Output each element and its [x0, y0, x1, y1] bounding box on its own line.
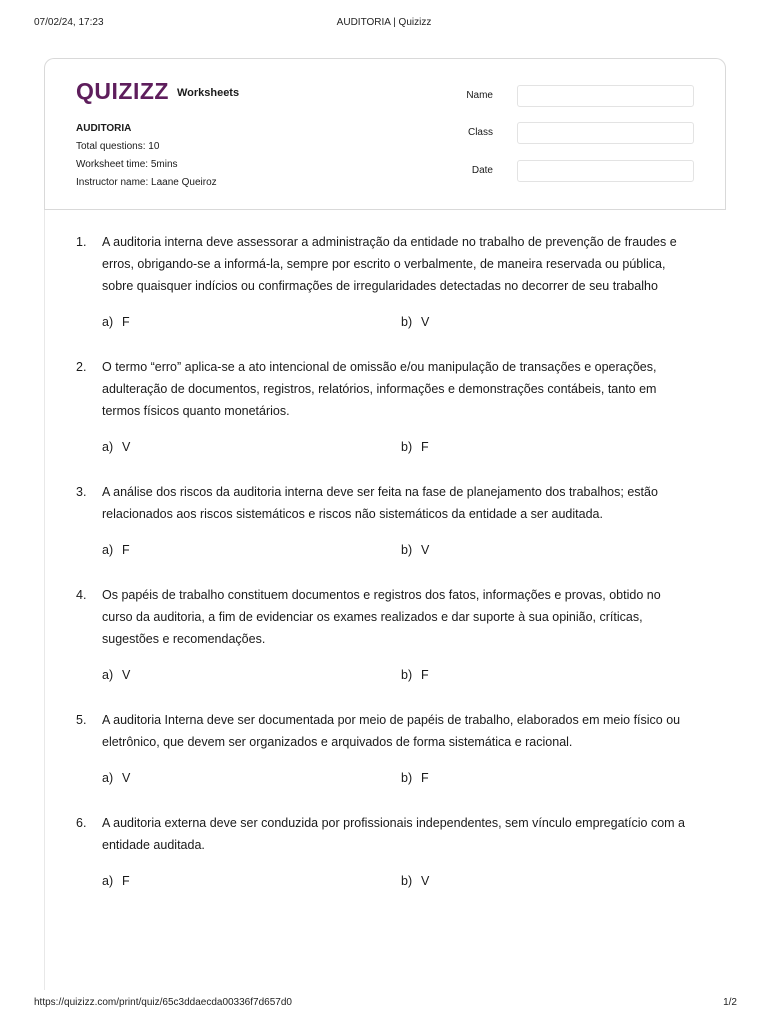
class-label: Class [467, 127, 493, 138]
question-5 [0, 709, 768, 789]
date-field [471, 160, 696, 182]
question-number: 4. [76, 588, 87, 602]
question-text: Os papéis de trabalho constituem documentos e registros dos fatos, informações e provas, obtido no curso da auditoria, a fim de evidenciar os exames realizados e dar suporte à sua opinião, críticas, sugestões e recomendações. [102, 588, 661, 646]
logo-wordmark: QUIZIZZ [76, 78, 169, 104]
answer-options [0, 311, 768, 333]
answer-options [0, 539, 768, 561]
option-b: b) V [401, 874, 430, 888]
worksheet-time: Worksheet time: 5mins [76, 159, 178, 170]
option-b: b) F [401, 668, 429, 682]
print-datetime: 07/02/24, 17:23 [34, 17, 104, 28]
print-page-title: AUDITORIA | Quizizz [336, 17, 432, 28]
question-number: 1. [76, 235, 87, 249]
question-1 [0, 231, 768, 333]
class-input[interactable] [517, 122, 694, 144]
option-b: b) V [401, 543, 430, 557]
question-text: O termo “erro” aplica-se a ato intencional de omissão e/ou manipulação de transações e operações, adulteração de documentos, registros, relatórios, informações e demonstrações contábeis, tanto em termos físicos quanto monetários. [102, 360, 657, 418]
print-url[interactable]: https://quizizz.com/print/quiz/65c3ddaecda00336f7d657d0 [34, 997, 292, 1008]
option-a: a) V [102, 771, 131, 785]
logo-product: Worksheets [176, 86, 240, 99]
worksheet-title: AUDITORIA [76, 123, 132, 134]
name-field [466, 85, 696, 107]
option-b: b) F [401, 440, 429, 454]
question-text: A auditoria Interna deve ser documentada por meio de papéis de trabalho, elaborados em meio físico ou eletrônico, que devem ser organizados e arquivados de forma sistemática e racional. [102, 713, 681, 749]
instructor-name: Instructor name: Laane Queiroz [76, 177, 217, 188]
answer-options [0, 767, 768, 789]
date-input[interactable] [517, 160, 694, 182]
print-header [34, 17, 734, 31]
option-a: a) V [102, 440, 131, 454]
question-number: 2. [76, 360, 87, 374]
answer-options [0, 436, 768, 458]
worksheet-meta [76, 120, 217, 192]
worksheet-header-card [44, 58, 726, 210]
name-input[interactable] [517, 85, 694, 107]
question-number: 3. [76, 485, 87, 499]
option-a: a) V [102, 668, 131, 682]
total-questions: Total questions: 10 [76, 141, 160, 152]
option-a: a) F [102, 543, 130, 557]
print-footer [34, 997, 737, 1011]
question-text: A auditoria interna deve assessorar a administração da entidade no trabalho de prevenção de fraudes e erros, obrigando-se a informá-la, sempre por escrito o verbalmente, de maneira reservada ou pública, sobre quaisquer indícios ou confirmações de irregularidades detectadas no decorrer de seu trabalho [102, 235, 677, 293]
option-a: a) F [102, 874, 130, 888]
question-text: A análise dos riscos da auditoria interna deve ser feita na fase de planejamento dos trabalhos; estão relacionados aos riscos sistemáticos e riscos não sistemáticos da entidade a ser auditada. [102, 485, 658, 521]
question-text: A auditoria externa deve ser conduzida por profissionais independentes, sem vínculo empregatício com a entidade auditada. [102, 816, 685, 852]
question-6 [0, 812, 768, 892]
header-divider [44, 209, 726, 210]
option-b: b) V [401, 315, 430, 329]
question-2 [0, 356, 768, 458]
page-number: 1/2 [723, 997, 737, 1008]
option-a: a) F [102, 315, 130, 329]
class-field [467, 122, 696, 144]
question-number: 5. [76, 713, 87, 727]
date-label: Date [471, 165, 493, 176]
question-4 [0, 584, 768, 686]
answer-options [0, 664, 768, 686]
answer-options [0, 870, 768, 892]
question-list [0, 231, 768, 892]
name-label: Name [466, 90, 493, 101]
quizizz-logo [76, 79, 239, 103]
question-number: 6. [76, 816, 87, 830]
option-b: b) F [401, 771, 429, 785]
question-3 [0, 481, 768, 561]
